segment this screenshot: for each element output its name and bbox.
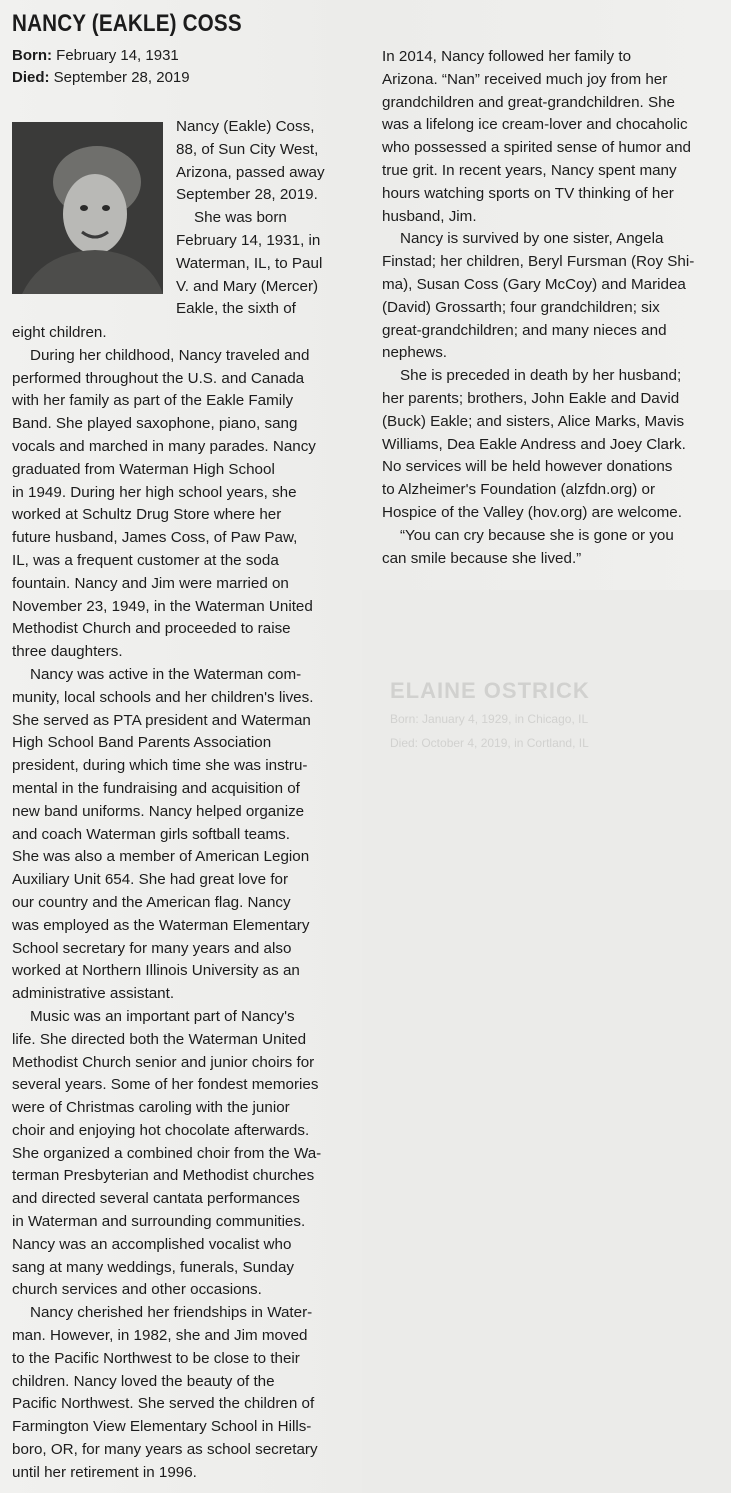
text-line: She served as PTA president and Waterman <box>12 711 311 729</box>
text-line: Pacific Northwest. She served the children of <box>12 1395 315 1413</box>
text-line: Band. She played saxophone, piano, sang <box>12 415 298 433</box>
text-line: Auxiliary Unit 654. She had great love for <box>12 871 289 889</box>
text-line: Nancy was active in the Waterman com- <box>30 665 302 683</box>
text-line: November 23, 1949, in the Waterman United <box>12 597 313 615</box>
text-line: president, during which time she was instru- <box>12 757 308 775</box>
text-line: sang at many weddings, funerals, Sunday <box>12 1258 294 1276</box>
text-line: life. She directed both the Waterman United <box>12 1030 307 1048</box>
text-line: children. Nancy loved the beauty of the <box>12 1372 275 1390</box>
text-line: hours watching sports on TV thinking of her <box>382 184 674 202</box>
bleed-through-title: ELAINE OSTRICK <box>390 678 590 703</box>
text-line: boro, OR, for many years as school secretary <box>12 1441 318 1459</box>
text-line: and directed several cantata performances <box>12 1190 300 1208</box>
text-line: great-grandchildren; and many nieces and <box>382 321 667 339</box>
text-line: in Waterman and surrounding communities. <box>12 1213 306 1231</box>
text-line: V. and Mary (Mercer) <box>176 277 319 295</box>
text-line: No services will be held however donations <box>382 458 673 476</box>
text-line: and coach Waterman girls softball teams. <box>12 825 290 843</box>
text-line: until her retirement in 1996. <box>12 1463 197 1481</box>
bleed-through-line: Born: January 4, 1929, in Chicago, IL <box>390 712 589 726</box>
obituary-title: NANCY (EAKLE) COSS <box>12 10 242 37</box>
text-line: Williams, Dea Eakle Andress and Joey Clark. <box>382 435 686 453</box>
text-line: with her family as part of the Eakle Family <box>12 392 294 410</box>
text-line: to Alzheimer's Foundation (alzfdn.org) or <box>382 481 656 499</box>
text-line: true grit. In recent years, Nancy spent many <box>382 161 677 179</box>
text-line: performed throughout the U.S. and Canada <box>12 369 305 387</box>
bleed-through-line: Died: October 4, 2019, in Cortland, IL <box>390 736 589 750</box>
text-line: were of Christmas caroling with the junior <box>12 1099 290 1117</box>
text-line: She is preceded in death by her husband; <box>400 367 682 385</box>
text-line: terman Presbyterian and Methodist churches <box>12 1167 315 1185</box>
text-line: future husband, James Coss, of Paw Paw, <box>12 529 298 547</box>
text-line: ma), Susan Coss (Gary McCoy) and Maridea <box>382 275 686 293</box>
died-line <box>12 68 190 88</box>
text-line: During her childhood, Nancy traveled and <box>30 346 310 364</box>
right-column-text <box>382 46 722 570</box>
portrait-illustration <box>12 122 163 294</box>
text-line: Arizona, passed away <box>176 163 325 181</box>
text-line: (David) Grossarth; four grandchildren; six <box>382 298 660 316</box>
born-line <box>12 46 179 66</box>
text-line: Music was an important part of Nancy's <box>30 1007 295 1025</box>
text-beside-photo <box>176 116 356 321</box>
text-line: nephews. <box>382 344 448 362</box>
text-line: Methodist Church senior and junior choirs for <box>12 1053 315 1071</box>
text-line: who possessed a spirited sense of humor and <box>382 139 691 157</box>
text-line: Arizona. “Nan” received much joy from her <box>382 70 668 88</box>
text-line: munity, local schools and her children's lives. <box>12 688 314 706</box>
text-line: can smile because she lived.” <box>382 549 582 567</box>
text-line: IL, was a frequent customer at the soda <box>12 551 279 569</box>
text-line: mental in the fundraising and acquisition of <box>12 779 300 797</box>
text-line: (Buck) Eakle; and sisters, Alice Marks, Mavis <box>382 412 685 430</box>
text-line: new band uniforms. Nancy helped organize <box>12 802 305 820</box>
text-line: In 2014, Nancy followed her family to <box>382 48 632 65</box>
died-label: Died: <box>12 69 50 86</box>
text-line: three daughters. <box>12 643 123 661</box>
text-line: Farmington View Elementary School in Hills- <box>12 1418 312 1436</box>
text-line: man. However, in 1982, she and Jim moved <box>12 1327 308 1345</box>
text-line: eight children. <box>12 324 107 341</box>
text-line: She was born <box>194 209 287 227</box>
text-line: Hospice of the Valley (hov.org) are welcome. <box>382 503 682 521</box>
text-line: 88, of Sun City West, <box>176 140 319 158</box>
died-date: September 28, 2019 <box>53 69 190 86</box>
text-line: She was also a member of American Legion <box>12 848 310 866</box>
text-line: She organized a combined choir from the Wa- <box>12 1144 322 1162</box>
text-line: administrative assistant. <box>12 985 175 1003</box>
text-line: grandchildren and great-grandchildren. She <box>382 93 675 111</box>
text-line: several years. Some of her fondest memories <box>12 1076 319 1094</box>
text-line: September 28, 2019. <box>176 186 318 204</box>
text-line: Nancy is survived by one sister, Angela <box>400 230 664 248</box>
text-line: Nancy (Eakle) Coss, <box>176 118 315 135</box>
text-line: Eakle, the sixth of <box>176 300 296 318</box>
text-line: Nancy was an accomplished vocalist who <box>12 1235 292 1253</box>
text-line: February 14, 1931, in <box>176 231 321 249</box>
text-line: was employed as the Waterman Elementary <box>12 916 310 934</box>
text-line: School secretary for many years and also <box>12 939 292 957</box>
portrait-photo <box>12 122 163 294</box>
text-line: Finstad; her children, Beryl Fursman (Roy Shi- <box>382 253 695 271</box>
text-line: in 1949. During her high school years, she <box>12 483 297 501</box>
text-line: fountain. Nancy and Jim were married on <box>12 574 289 592</box>
text-line: High School Band Parents Association <box>12 734 272 752</box>
text-line: Waterman, IL, to Paul <box>176 254 323 272</box>
text-line: Methodist Church and proceeded to raise <box>12 620 291 638</box>
text-line: graduated from Waterman High School <box>12 460 275 478</box>
text-line: choir and enjoying hot chocolate afterwards. <box>12 1121 310 1139</box>
text-line: our country and the American flag. Nancy <box>12 893 291 911</box>
text-line: her parents; brothers, John Eakle and David <box>382 389 680 407</box>
left-column-text <box>12 322 357 1485</box>
text-line: worked at Schultz Drug Store where her <box>12 506 282 524</box>
text-line: vocals and marched in many parades. Nancy <box>12 437 316 455</box>
text-line: worked at Northern Illinois University as an <box>12 962 300 980</box>
text-line: “You can cry because she is gone or you <box>400 526 674 544</box>
text-line: to the Pacific Northwest to be close to their <box>12 1349 300 1367</box>
text-line: husband, Jim. <box>382 207 477 225</box>
text-line: church services and other occasions. <box>12 1281 262 1299</box>
text-line: Nancy cherished her friendships in Water- <box>30 1304 313 1322</box>
born-label: Born: <box>12 47 52 64</box>
text-line: was a lifelong ice cream-lover and chocaholic <box>382 116 688 134</box>
born-date: February 14, 1931 <box>56 47 179 64</box>
